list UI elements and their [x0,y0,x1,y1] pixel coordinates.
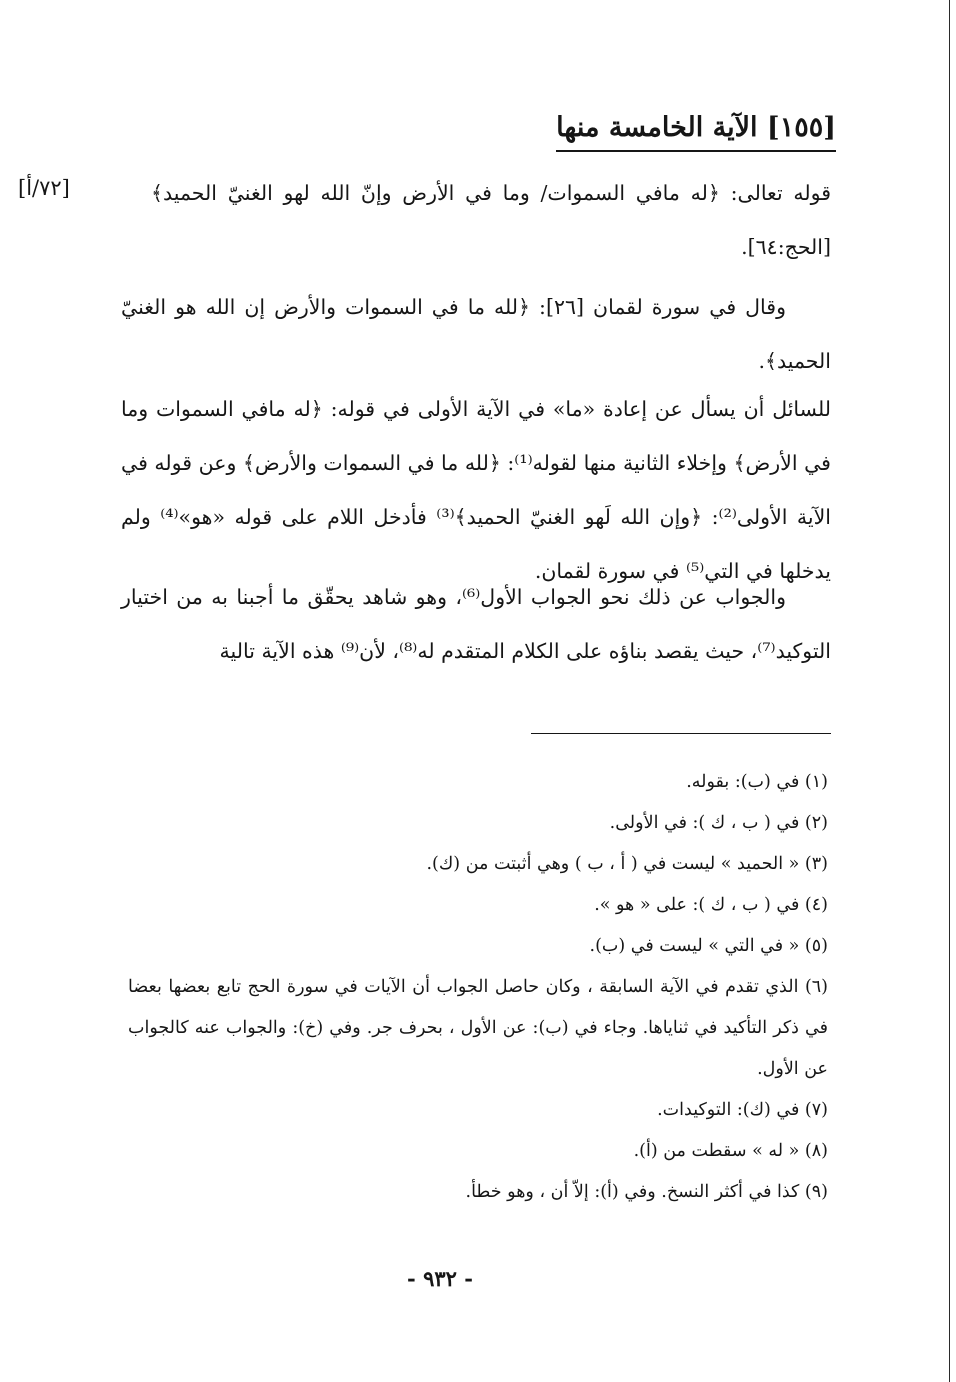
section-heading: [١٥٥] الآية الخامسة منها [556,112,836,143]
paragraph-verse-luqman: وقال في سورة لقمان [٢٦]: ﴿لله ما في السموات والأرض إن الله هو الغنيّ الحميد﴾. [121,295,831,373]
margin-folio-reference: [٧٢/أ] [18,176,70,200]
footnote-item: (٨) « له » سقطت من (أ). [633,1141,828,1161]
footnote-item: (٦) الذي تقدم في الآية السابقة ، وكان حاصل الجواب أن الآيات في سورة الحج تابع بعضها بعضا في ذكر التأكيد في ثناياها. وجاء في (ب): عن الأول ، بحرف جر. وفي (خ): والجواب عنه كالجواب عن الأول. [128,977,828,1079]
footnote-item: (٥) « في التي » ليست في (ب). [589,936,828,956]
footnotes-list [128,762,828,1213]
paragraph-question: للسائل أن يسأل عن إعادة «ما» في الآية الأولى في قوله: ﴿له مافي السموات وما في الأرض﴾ وإخلاء الثانية منها لقوله⁽¹⁾: ﴿لله ما في السموات والأرض﴾ وعن قوله في الآية الأولى⁽²⁾: ﴿وإن الله لَهو الغنيّ الحميد﴾⁽³⁾ فأدخل اللام على قوله «هو»⁽⁴⁾ ولم يدخلها في التي⁽⁵⁾ في سورة لقمان. [121,397,832,583]
paragraph-answer: والجواب عن ذلك نحو الجواب الأول⁽⁶⁾، وهو شاهد يحقّق ما أجبنا به من اختيار التوكيد⁽⁷⁾، حيث يقصد بناؤه على الكلام المتقدم له⁽⁸⁾، لأن⁽⁹⁾ هذه الآية تالية [121,585,831,663]
footnote-item: (١) في (ب): بقوله. [686,772,828,792]
heading-underline [556,150,836,152]
page-edge-line [949,0,950,1382]
footnote-item: (٤) في ( ب ، ك ): على « هو ». [594,895,828,915]
footnote-item: (٣) « الحميد » ليست في ( أ ، ب ) وهي أثبتت من (ك). [426,854,828,874]
footnote-item: (٧) في (ك): التوكيدات. [657,1100,828,1120]
footnote-item: (٩) كذا في أكثر النسخ. وفي (أ): إلاّ أن ، وهو خطأ. [465,1182,828,1202]
footnote-item: (٢) في ( ب ، ك ): في الأولى. [609,813,828,833]
page-number: - ٩٣٢ - [407,1266,473,1291]
footnote-separator [531,733,831,734]
paragraph-verse-hajj: قوله تعالى: ﴿له مافي السموات/ وما في الأرض وإنّ الله لهو الغنيّ الحميد﴾ [الحج:٦٤]. [151,181,831,259]
